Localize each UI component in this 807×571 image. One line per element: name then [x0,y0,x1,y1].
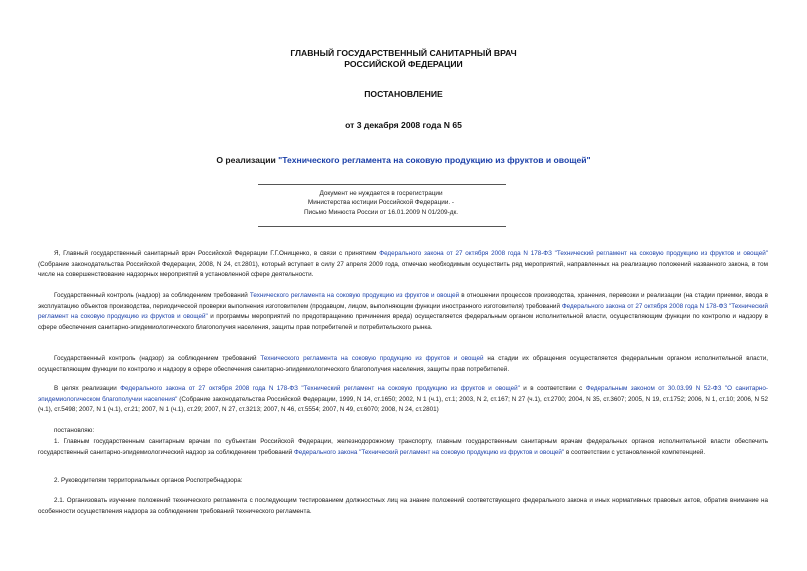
paragraph-text: на стадии их обращения осуществляется федеральным органом исполнительной власти, осуществляющим функции по контролю и надзору в сфере обеспечения санитарно-эпидемиологического благополучия населения, защиты прав потребителей. [38,355,768,373]
federal-law-178-link[interactable]: Федерального закона от 27 октября 2008 года N 178-ФЗ "Технический регламент на соковую продукцию из фруктов и овощей" [38,302,768,320]
paragraph-text: В целях реализации [54,385,121,392]
title-regulation-link[interactable]: "Технического регламента на соковую продукцию из фруктов и овощей" [278,155,591,165]
paragraph-text: 2. Руководителям территориальных органов Роспотребнадзора: [54,477,243,484]
paragraph-text: в соответствии с установленной компетенцией. [564,448,706,456]
paragraph-text: постановляю: [54,427,95,434]
title-prefix: О реализации [216,155,279,165]
paragraph-text: (Собрание законодательства Российской Федерации, 2008, N 24, ст.2801), который вступает в силу 27 апреля 2009 года, отмечаю необходимым осуществить ряд мероприятий, направленных на реализацию положений названного закона, в том числе на совершенствование надзорных мероприятий в установленной сфере деятельности. [38,260,768,278]
paragraph-item-1 [38,437,768,458]
federal-law-178-link[interactable]: Федерального закона от 27 октября 2008 года N 178-ФЗ "Технический регламент на соковую продукцию из фруктов и овощей" [120,385,520,392]
technical-regulation-link[interactable]: Технического регламента на соковую продукцию из фруктов и овощей [249,292,460,299]
paragraph-text: 2.1. Организовать изучение положений технического регламента с последующим тестированием должностных лиц на знание положений соответствующего федерального закона и иных нормативных правовых актов, обратив внимание на особенности осуществления надзора за соблюдением требований технического регламента. [38,497,768,515]
document-date-number: от 3 декабря 2008 года N 65 [345,120,462,130]
note-top-rule [258,184,506,185]
paragraph-resolve [38,426,768,437]
registration-note-line-3: Письмо Минюста России от 16.01.2009 N 01/209-дк. [303,209,459,216]
paragraph-text: и программы мероприятий по предотвращению причинения вреда) осуществляется федеральным органом исполнительной власти, осуществляющим функции по контролю и надзору в сфере обеспечения санитарно-эпидемиологического благополучия населения, защиты прав потребителей и потребительского рынка. [38,313,768,331]
paragraph-text: (Собрание законодательства Российской Федерации, 1999, N 14, ст.1650; 2002, N 1 (ч.1), ст.1; 2003, N 2, ст.167; N 27 (ч.1), ст.2700; 2004, N 35, ст.3607; 2005, N 19, ст.1752; 2006, N 1, ст.10; 2006, N 52 (ч.1), ст.5498; 2007, N 1 (ч.1), ст.21; 2007, N 1 (ч.1), ст.29; 2007, N 27, ст.3213; 2007, N 46, ст.5554; 2007, N 49, ст.6070; 2008, N 24, ст.2801) [38,395,768,413]
registration-note-line-1: Документ не нуждается в госрегистрации [319,190,443,197]
document-title [0,155,807,165]
paragraph-text: и в соответствии с [519,385,586,392]
federal-law-52-link[interactable]: Федеральным законом от 30.03.99 N 52-ФЗ "О санитарно-эпидемиологическом благополучии населения" [38,385,768,403]
paragraph-text: Государственный контроль (надзор) за соблюдением требований [54,292,250,299]
paragraph-state-control [38,291,768,333]
paragraph-item-2 [38,476,768,487]
paragraph-text: Государственный контроль (надзор) за соблюдением требований [54,355,261,362]
issuer-line-1: ГЛАВНЫЙ ГОСУДАРСТВЕННЫЙ САНИТАРНЫЙ ВРАЧ [290,48,517,58]
issuer-line-2: РОССИЙСКОЙ ФЕДЕРАЦИИ [344,59,463,69]
federal-law-link[interactable]: Федерального закона "Технический регламент на соковую продукцию из фруктов и овощей" [293,448,565,456]
note-bottom-rule [258,226,506,227]
paragraph-text: 1. Главным государственным санитарным врачам по субъектам Российской Федерации, железнодорожному транспорту, главным государственным санитарным врачам федеральных органов исполнительной власти обеспечить государственный санитарно-эпидемиологический надзор за соблюдением требований [38,438,768,456]
paragraph-text: в отношении процессов производства, хранения, перевозки и реализации (на стадии приемки, ввода в эксплуатацию объектов производства, периодической проверки выполнения изготовителем (продавцом, лицом, выполняющим функции иностранного изготовителя) требований [38,292,768,310]
paragraph-item-2-1 [38,496,768,517]
technical-regulation-link[interactable]: Технического регламента на соковую продукцию из фруктов и овощей [260,355,484,362]
federal-law-178-link[interactable]: Федерального закона от 27 октября 2008 года N 178-ФЗ "Технический регламент на соковую продукцию из фруктов и овощей" [379,250,768,257]
paragraph-implementation [38,384,768,416]
document-type: ПОСТАНОВЛЕНИЕ [364,89,443,99]
paragraph-circulation-control [38,354,768,375]
registration-note-line-2: Министерства юстиции Российской Федерации. - [307,199,455,206]
paragraph-text: Я, Главный государственный санитарный врач Российской Федерации Г.Г.Онищенко, в связи с принятием [54,250,380,257]
paragraph-intro [38,249,768,281]
